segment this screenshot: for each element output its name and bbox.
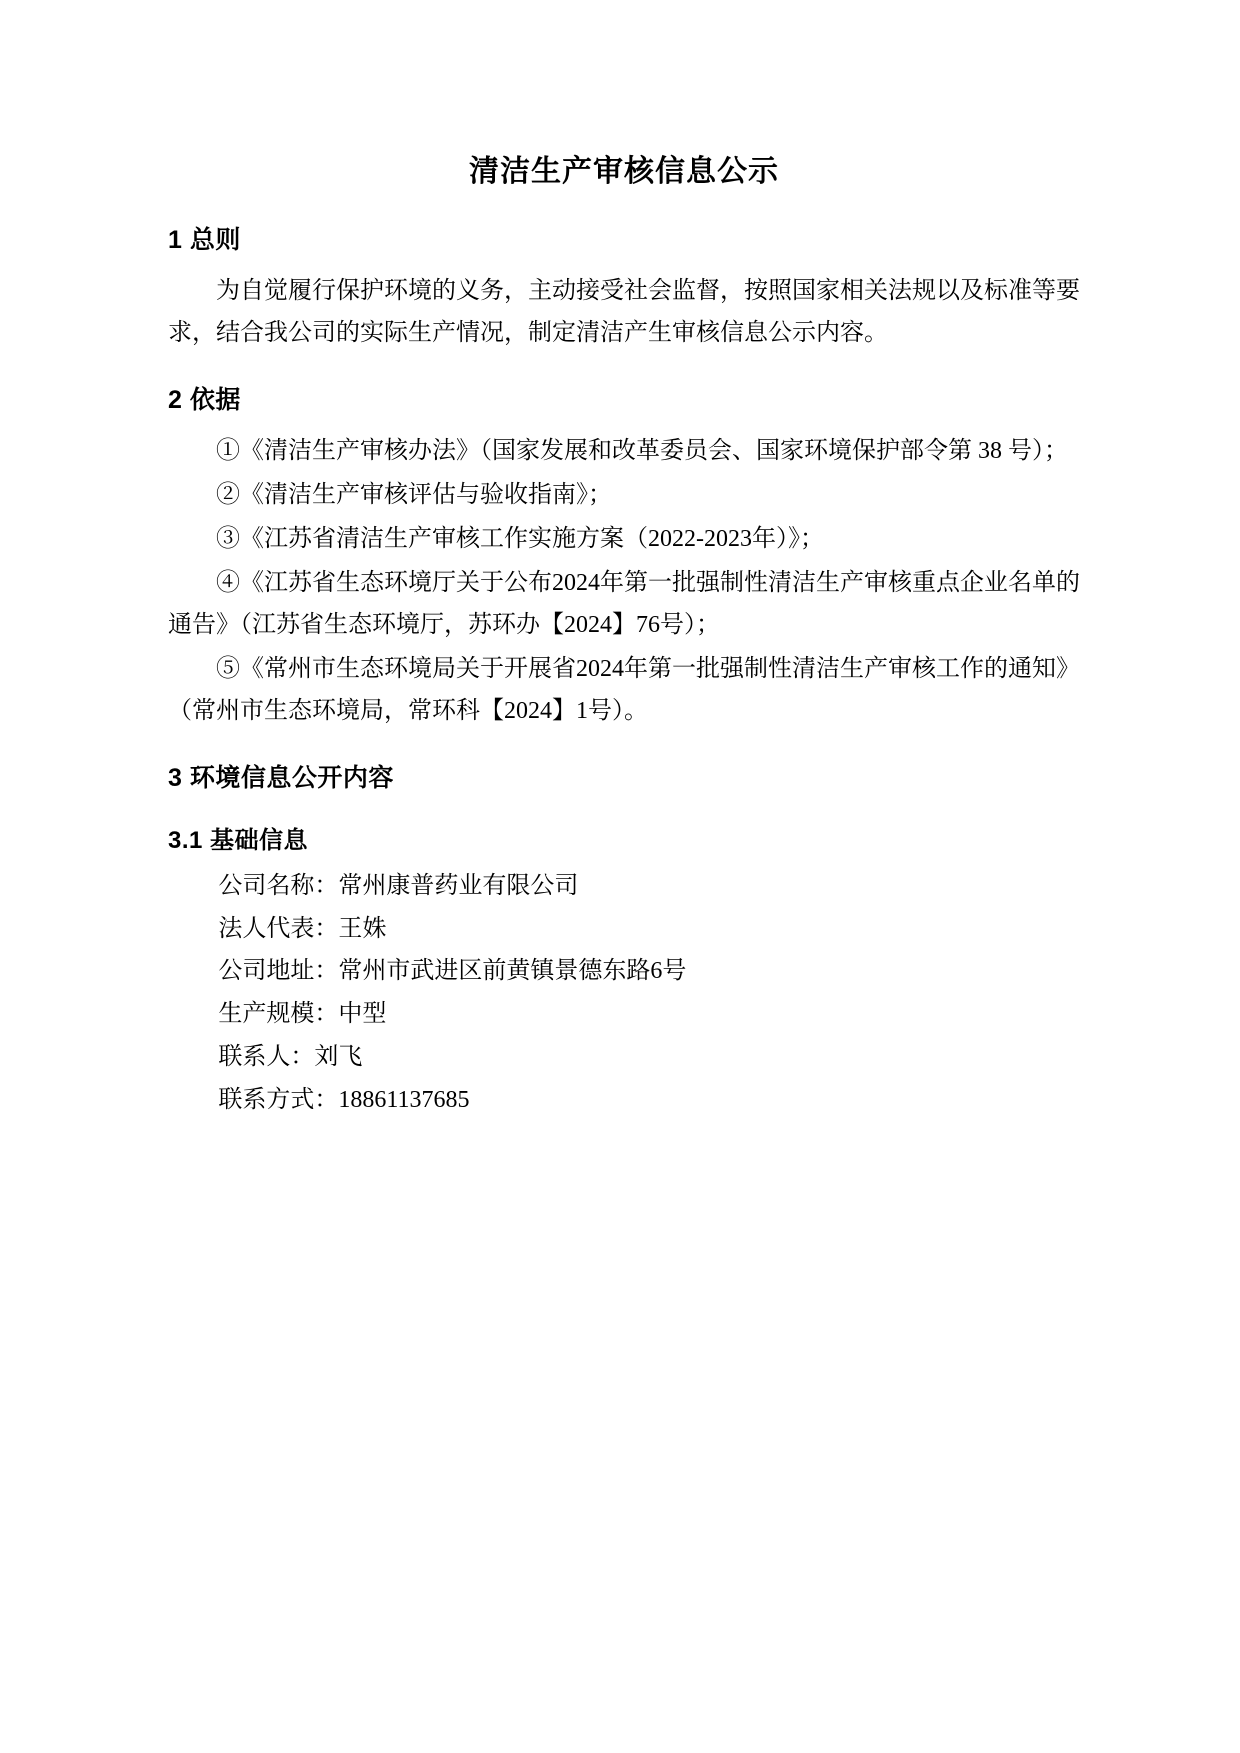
list-item [168, 1079, 1080, 1122]
basis-item-2: ②《清洁生产审核评估与验收指南》； [216, 482, 612, 508]
info-value-legal-representative: 王姝 [338, 915, 387, 942]
info-value-contact-method: 18861137685 [338, 1086, 470, 1113]
info-label-contact-person: 联系人： [218, 1043, 315, 1070]
basic-info-list [168, 865, 1080, 1121]
section-heading-basis: 2 依据 [168, 386, 241, 414]
info-label-legal-representative: 法人代表： [218, 915, 339, 942]
section-paragraph-general: 为自觉履行保护环境的义务，主动接受社会监督，按照国家相关法规以及标准等要求，结合我公司的实际生产情况，制定清洁产生审核信息公示内容。 [168, 278, 1080, 346]
list-item [168, 993, 1080, 1036]
info-value-production-scale: 中型 [338, 1001, 387, 1028]
subsection-heading-basic-info: 3.1 基础信息 [168, 827, 309, 854]
list-item [168, 908, 1080, 951]
info-value-company-name: 常州康普药业有限公司 [338, 873, 579, 899]
basis-item-4: ④《江苏省生态环境厅关于公布2024年第一批强制性清洁生产审核重点企业名单的通告》（江苏省生态环境厅，苏环办【2024】76号）； [168, 570, 1080, 638]
section-heading-general: 1 总则 [168, 226, 241, 254]
info-label-company-address: 公司地址： [218, 958, 339, 985]
info-label-production-scale: 生产规模： [218, 1001, 339, 1028]
info-value-company-address: 常州市武进区前黄镇景德东路6号 [338, 958, 687, 985]
info-label-company-name: 公司名称： [218, 873, 339, 899]
basis-item-5: ⑤《常州市生态环境局关于开展省2024年第一批强制性清洁生产审核工作的通知》（常州市生态环境局，常环科【2024】1号）。 [168, 656, 1080, 724]
list-item [168, 865, 1080, 908]
section-heading-disclosure: 3 环境信息公开内容 [168, 764, 394, 792]
basis-item-3: ③《江苏省清洁生产审核工作实施方案（2022-2023年）》； [216, 526, 824, 552]
list-item [168, 1036, 1080, 1079]
basis-item-1: ①《清洁生产审核办法》（国家发展和改革委员会、国家环境保护部令第 38 号）； [216, 438, 1068, 464]
info-label-contact-method: 联系方式： [218, 1086, 339, 1113]
list-item [168, 950, 1080, 993]
page-title: 清洁生产审核信息公示 [469, 155, 779, 188]
info-value-contact-person: 刘飞 [314, 1043, 363, 1070]
